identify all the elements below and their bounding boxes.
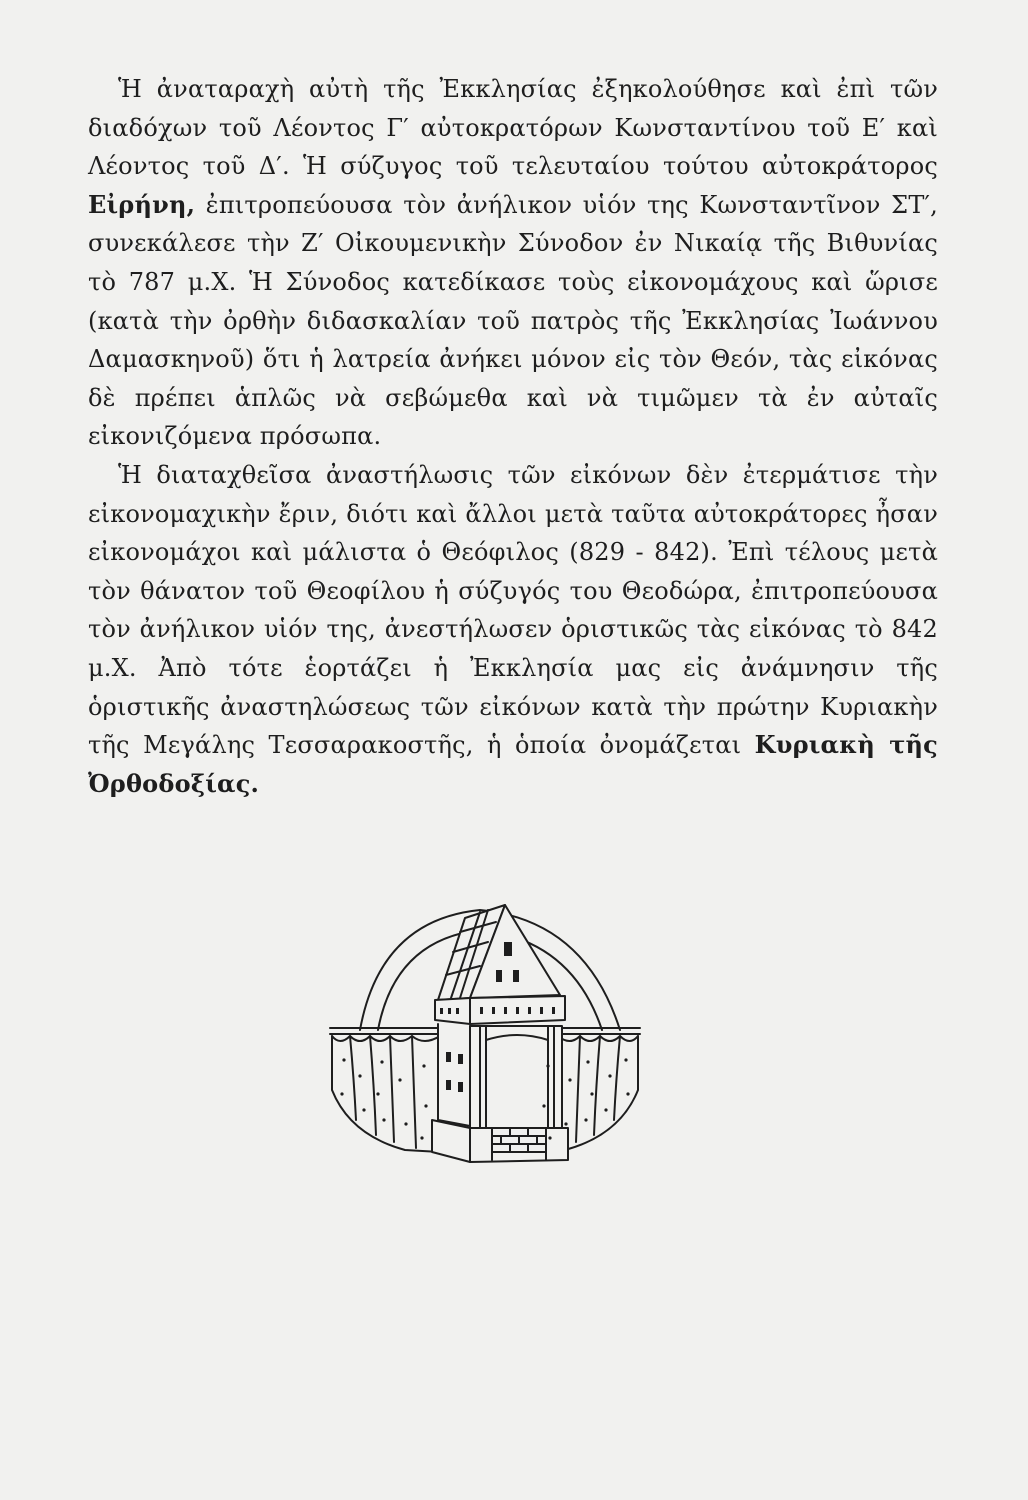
- ciborium-church-illustration: [320, 880, 650, 1180]
- paragraph-2-text-start: Ἡ διαταχθεῖσα ἀναστήλωσις τῶν εἰκόνων δὲν ἐτερμάτισε τὴν εἰκονομαχικὴν ἔριν, διότι καὶ ἄλλοι μετὰ ταῦτα αὐτοκράτορες ἦσαν εἰκονομάχοι καὶ μάλιστα ὁ Θεόφιλος (829 - 842). Ἐπὶ τέλους μετὰ τὸν θάνατον τοῦ Θεοφίλου ἡ σύζυγός του Θεοδώρα, ἐπιτροπεύουσα τὸν ἀνήλικον υἱόν της, ἀνεστήλωσεν ὁριστικῶς τὰς εἰκόνας τὸ 842 μ.Χ. Ἀπὸ τότε ἑορτάζει ἡ Ἐκκλησία μας εἰς ἀνάμνησιν τῆς ὁριστικῆς ἀναστηλώσεως τῶν εἰκόνων κατὰ τὴν πρώτην Κυριακὴν τῆς Μεγάλης Τεσσαρακοστῆς, ἡ ὁποία ὀνομάζεται: [88, 460, 938, 760]
- name-eirene: Εἰρήνη,: [88, 189, 196, 219]
- paragraph-2: [88, 456, 938, 803]
- paragraph-1: [88, 70, 938, 456]
- body-text: [88, 70, 938, 803]
- paragraph-1-text-start: Ἡ ἀναταραχὴ αὐτὴ τῆς Ἐκκλησίας ἐξηκολούθησε καὶ ἐπὶ τῶν διαδόχων τοῦ Λέοντος Γ′ αὐτοκρατόρων Κωνσταντίνου τοῦ Ε′ καὶ Λέοντος τοῦ Δ′. Ἡ σύζυγος τοῦ τελευταίου τούτου αὐτοκράτορος: [88, 75, 938, 181]
- paragraph-1-text-end: ἐπιτροπεύουσα τὸν ἀνήλικον υἱόν της Κωνσταντῖνον ΣΤ′, συνεκάλεσε τὴν Ζ′ Οἰκουμενικὴν Σύνοδον ἐν Νικαίᾳ τῆς Βιθυνίας τὸ 787 μ.Χ. Ἡ Σύνοδος κατεδίκασε τοὺς εἰκονομάχους καὶ ὥρισε (κατὰ τὴν ὀρθὴν διδασκαλίαν τοῦ πατρὸς τῆς Ἐκκλησίας Ἰωάννου Δαμασκηνοῦ) ὅτι ἡ λατρεία ἀνήκει μόνον εἰς τὸν Θεόν, τὰς εἰκόνας δὲ πρέπει ἁπλῶς νὰ σεβώμεθα καὶ νὰ τιμῶμεν τὰ ἐν αὐταῖς εἰκονιζόμενα πρόσωπα.: [88, 190, 938, 451]
- sunday-of-orthodoxy: Κυριακὴ τῆς Ὀρθοδοξίας.: [88, 730, 938, 798]
